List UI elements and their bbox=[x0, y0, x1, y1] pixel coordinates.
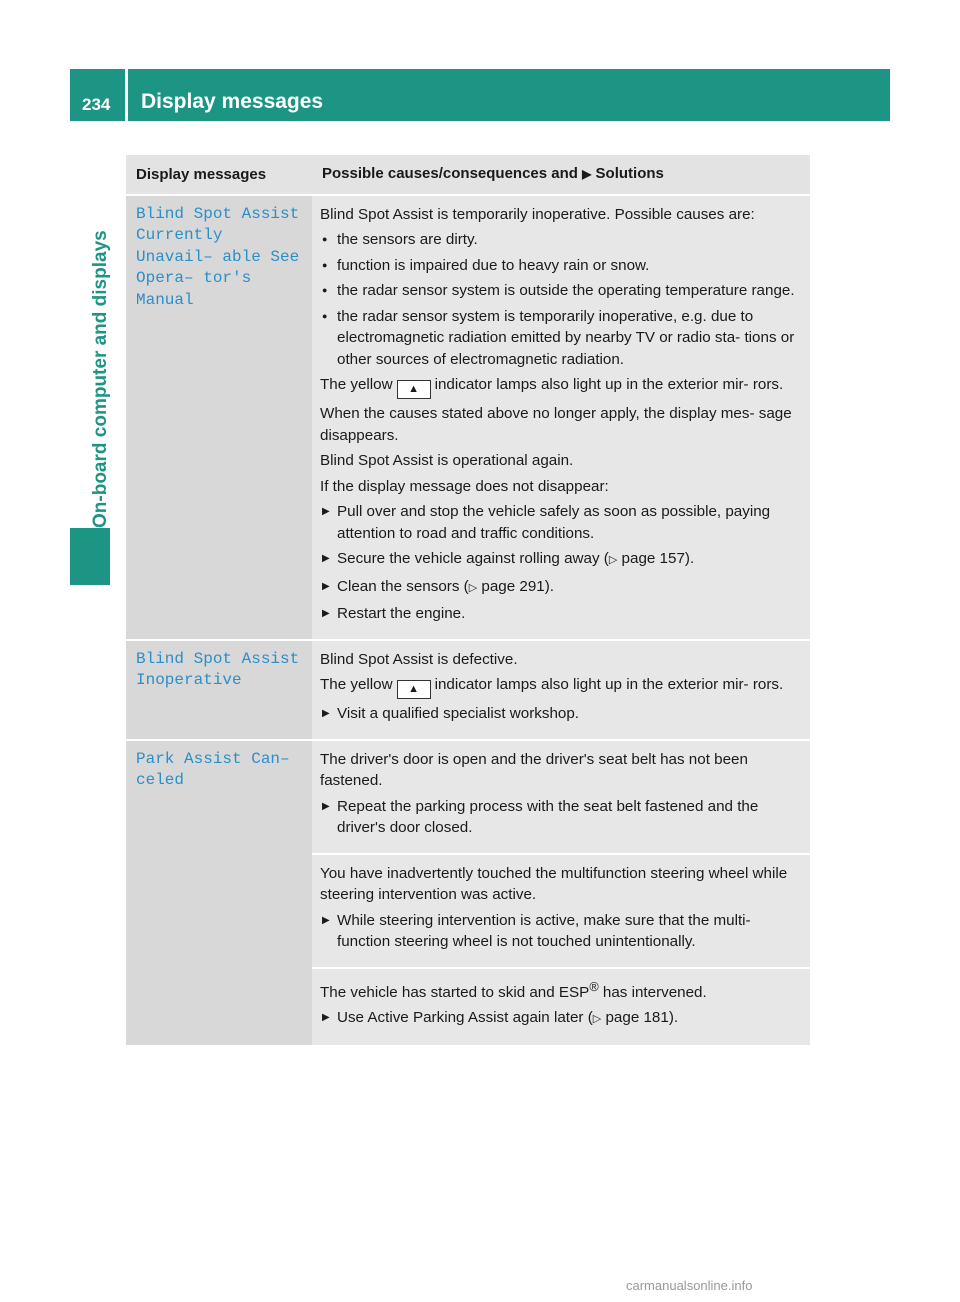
table-row bbox=[126, 195, 810, 640]
lamp-note-end: indicator lamps also light up in the exterior mir- rors. bbox=[434, 376, 784, 393]
side-tab-marker bbox=[70, 528, 110, 585]
action-step: ▶ Pull over and stop the vehicle safely as soon as possible, paying attention to road and traffic conditions. bbox=[320, 501, 802, 544]
action-step: ▶ While steering intervention is active, make sure that the multi- function steering wheel is not touched unintentionally. bbox=[320, 910, 802, 953]
display-messages-table bbox=[126, 155, 810, 1047]
paragraph: Blind Spot Assist is defective. bbox=[320, 650, 518, 668]
watermark: carmanualsonline.info bbox=[626, 1278, 753, 1293]
action-step bbox=[320, 1007, 802, 1031]
esp-text-end: has intervened. bbox=[602, 983, 707, 1001]
paragraph: Blind Spot Assist is operational again. bbox=[320, 452, 574, 469]
solution-cell bbox=[312, 640, 810, 740]
bullet-item: ● function is impaired due to heavy rain or snow. bbox=[320, 255, 802, 277]
action-step: ▶ Repeat the parking process with the seat belt fastened and the driver's door closed. bbox=[320, 796, 802, 839]
page-reference[interactable]: page 181). bbox=[605, 1009, 679, 1027]
page-reference[interactable]: page 157). bbox=[621, 550, 695, 567]
action-step: ▶ Restart the engine. bbox=[320, 603, 802, 625]
lamp-note bbox=[320, 374, 802, 399]
solution-arrow-icon: ▶ bbox=[582, 167, 592, 181]
solution-cell bbox=[312, 854, 810, 968]
paragraph bbox=[320, 977, 802, 1004]
action-step bbox=[320, 576, 802, 600]
lamp-note-start: The yellow bbox=[320, 676, 393, 693]
lamp-note bbox=[320, 674, 802, 699]
column-header-messages: Display messages bbox=[126, 155, 312, 195]
lamp-note-start: The yellow bbox=[320, 376, 393, 393]
bullet-item: ● the radar sensor system is outside the operating temperature range. bbox=[320, 280, 802, 302]
bullet-item: ● the sensors are dirty. bbox=[320, 229, 802, 251]
column-header-causes: Possible causes/consequences and bbox=[322, 165, 578, 182]
paragraph: The driver's door is open and the driver's seat belt has not been fastened. bbox=[320, 750, 748, 789]
section-tab-label: On-board computer and displays bbox=[90, 230, 111, 528]
message-cell: Park Assist Can– celed bbox=[126, 740, 312, 1046]
paragraph: You have inadvertently touched the multifunction steering wheel while steering intervention was active. bbox=[320, 864, 788, 903]
paragraph: When the causes stated above no longer apply, the display mes- sage disappears. bbox=[320, 405, 792, 444]
cause-intro: Blind Spot Assist is temporarily inoperative. Possible causes are: bbox=[320, 205, 755, 223]
column-header-solutions bbox=[312, 155, 810, 195]
column-header-solutions-label: Solutions bbox=[595, 165, 664, 182]
action-text: Clean the sensors ( bbox=[337, 577, 469, 595]
bullet-item: ● the radar sensor system is temporarily inoperative, e.g. due to electromagnetic radiation emitted by nearby TV or radio sta- tions or other sources of electromagnetic radiation. bbox=[320, 306, 802, 371]
esp-text: The vehicle has started to skid and ESP bbox=[320, 983, 590, 1001]
action-step: ▶ Visit a qualified specialist workshop. bbox=[320, 703, 802, 725]
page-title: Display messages bbox=[141, 90, 324, 113]
page-reference[interactable]: page 291). bbox=[481, 577, 555, 595]
solution-cell bbox=[312, 968, 810, 1046]
page-number: 234 bbox=[82, 95, 111, 114]
action-text: Secure the vehicle against rolling away ( bbox=[337, 550, 609, 567]
table-header-row bbox=[126, 155, 810, 195]
action-text: Use Active Parking Assist again later ( bbox=[337, 1009, 593, 1027]
cross-reference-icon: ▷ bbox=[608, 554, 618, 566]
registered-mark: ® bbox=[589, 979, 599, 994]
blind-spot-warning-icon: ▲ bbox=[397, 680, 431, 699]
solution-cell bbox=[312, 740, 810, 854]
message-cell: Blind Spot Assist Currently Unavail– able See Opera– tor's Manual bbox=[126, 195, 312, 640]
header-divider bbox=[125, 69, 128, 121]
lamp-note-end: indicator lamps also light up in the exterior mir- rors. bbox=[434, 676, 784, 693]
message-cell: Blind Spot Assist Inoperative bbox=[126, 640, 312, 740]
blind-spot-warning-icon: ▲ bbox=[397, 380, 431, 399]
action-step bbox=[320, 548, 802, 572]
paragraph: If the display message does not disappear: bbox=[320, 477, 609, 495]
table-row bbox=[126, 740, 810, 854]
cross-reference-icon: ▷ bbox=[468, 581, 478, 594]
solution-cell bbox=[312, 195, 810, 640]
table-row bbox=[126, 640, 810, 740]
cross-reference-icon: ▷ bbox=[592, 1013, 602, 1026]
